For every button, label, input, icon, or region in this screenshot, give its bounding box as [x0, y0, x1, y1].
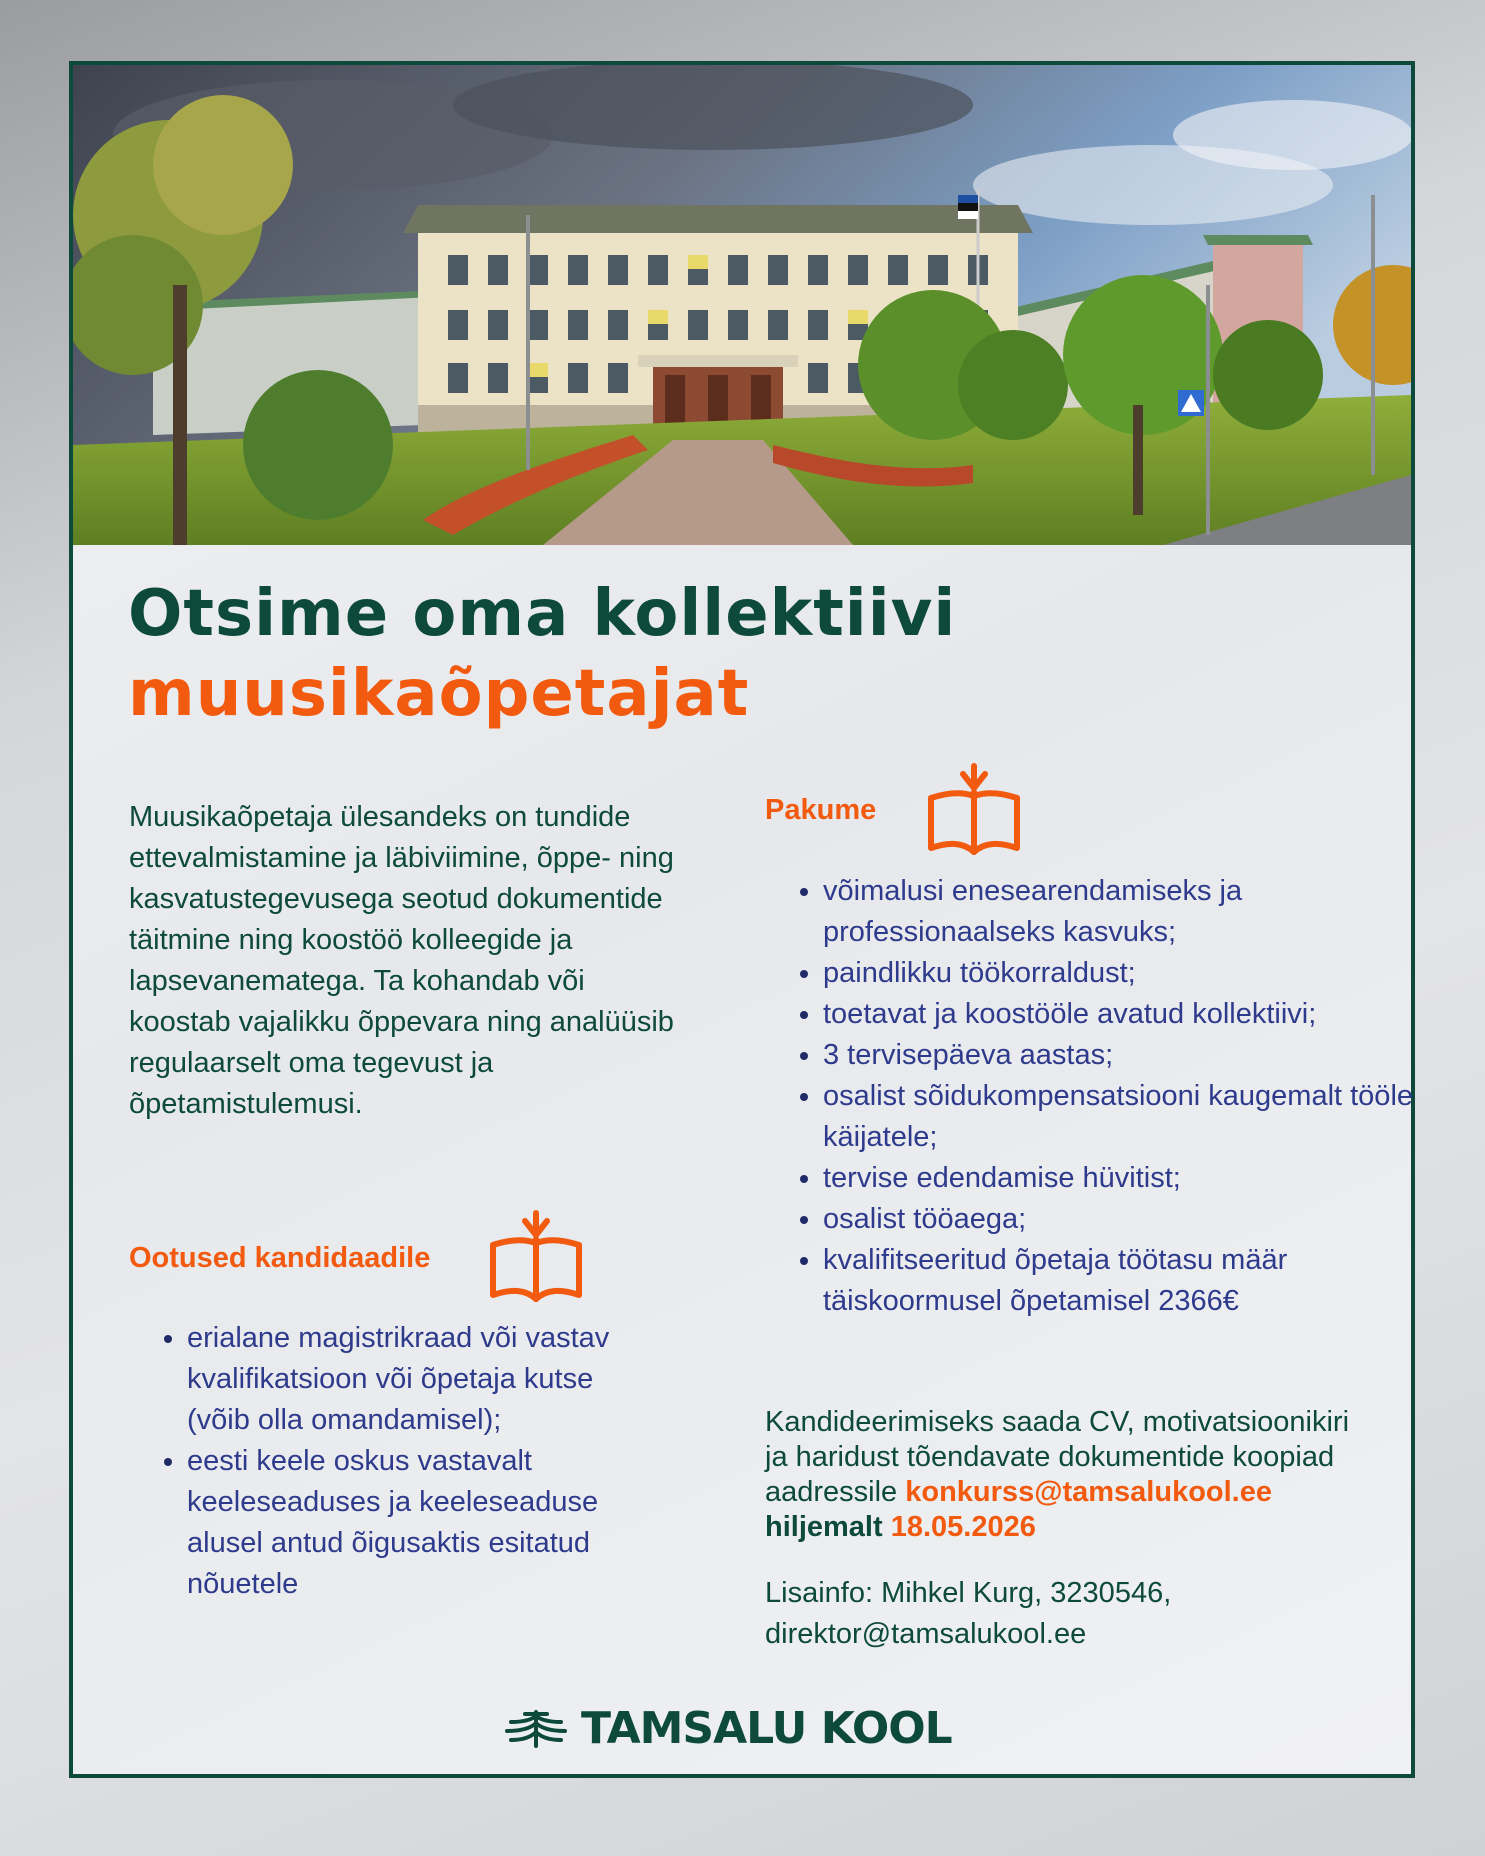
job-description: Muusikaõpetaja ülesandeks on tundide ettevalmistamine ja läbiviimine, õppe- ning kasvatustegevusega seotud dokumentide täitmine ning koostöö kolleegide ja lapsevanematega. Ta kohandab või koostab vajalikku õppevara ning analüüsib regulaarselt oma tegevust ja õpetamistulemusi. [129, 801, 674, 1120]
list-item: • osalist sõidukompensatsiooni kaugemalt tööle käijatele; [823, 1076, 1413, 1158]
contact-line: Lisainfo: Mihkel Kurg, 3230546, [765, 1577, 1172, 1609]
application-email-link[interactable]: konkurss@tamsalukool.ee [905, 1476, 1272, 1508]
list-item: • erialane magistrikraad või vastav kvalifikatsioon või õpetaja kutse (võib olla omandamisel); [187, 1318, 647, 1441]
offer-heading: Pakume [765, 794, 877, 826]
list-item: • eesti keele oskus vastavalt keeleseaduses ja keeleseaduse alusel antud õigusaktis esitatud nõuetele [187, 1441, 647, 1605]
application-text: Kandideerimiseks saada CV, motivatsioonikiri ja haridust tõendavate dokumentide koopiad aadressile [765, 1406, 1350, 1508]
school-building-photo [73, 65, 1411, 545]
list-item: • tervise edendamise hüvitist; [823, 1158, 1413, 1199]
list-item: • toetavat ja koostööle avatud kollektiivi; [823, 994, 1413, 1035]
expectations-list [129, 1318, 647, 1605]
title-line-2: muusikaõpetajat [128, 657, 750, 731]
list-item: • paindlikku töökorraldust; [823, 953, 1413, 994]
contact-info [765, 1573, 1365, 1655]
offer-list [765, 871, 1413, 1322]
tree-logo-icon [505, 1708, 567, 1748]
list-item: • kvalifitseeritud õpetaja töötasu määr täiskoormusel õpetamisel 2366€ [823, 1240, 1413, 1322]
application-instructions [765, 1405, 1365, 1545]
school-logo [505, 1700, 952, 1756]
deadline-label: hiljemalt [765, 1511, 883, 1543]
list-item: • võimalusi enesearendamiseks ja professionaalseks kasvuks; [823, 871, 1413, 953]
contact-email[interactable]: direktor@tamsalukool.ee [765, 1618, 1087, 1650]
logo-text: TAMSALU KOOL [581, 1702, 952, 1754]
title-line-1: Otsime oma kollektiivi [128, 577, 957, 651]
book-icon [487, 1209, 585, 1310]
poster-frame [69, 61, 1415, 1778]
book-icon [925, 762, 1023, 863]
list-item: • 3 tervisepäeva aastas; [823, 1035, 1413, 1076]
deadline-date: 18.05.2026 [890, 1511, 1036, 1543]
expectations-heading: Ootused kandidaadile [129, 1242, 431, 1274]
list-item: • osalist tööaega; [823, 1199, 1413, 1240]
